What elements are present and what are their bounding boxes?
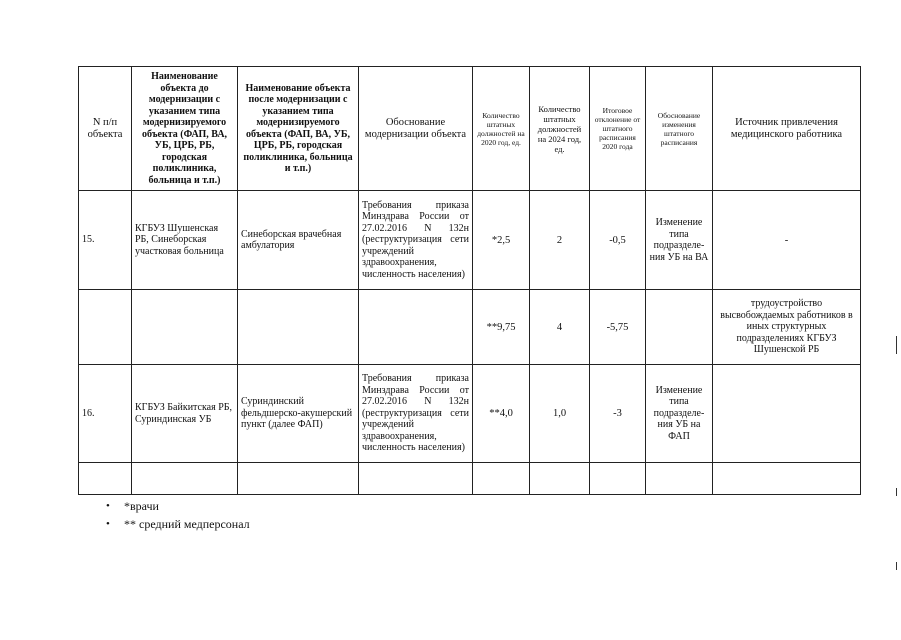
object-before bbox=[132, 290, 238, 365]
footnote-item bbox=[106, 515, 250, 533]
header-row bbox=[79, 67, 861, 191]
header-change-reason: Обоснование изменения штатного расписания bbox=[646, 67, 713, 191]
object-number: 16. bbox=[79, 365, 132, 463]
staffing-table bbox=[78, 66, 861, 495]
object-after: Суриндинский фельдшерско-акушерский пункт (далее ФАП) bbox=[238, 365, 359, 463]
header-staff-2020: Количество штатных должностей на 2020 год, ед. bbox=[473, 67, 530, 191]
empty-cell bbox=[79, 463, 132, 495]
empty-cell bbox=[359, 463, 473, 495]
table-row bbox=[79, 290, 861, 365]
scan-edge-mark bbox=[896, 336, 897, 354]
staff-2024: 4 bbox=[530, 290, 590, 365]
footnote-item bbox=[106, 497, 250, 515]
staff-2020: **4,0 bbox=[473, 365, 530, 463]
header-worker-source: Источник привлечения медицинского работника bbox=[713, 67, 861, 191]
scan-edge-mark bbox=[896, 488, 897, 496]
scan-edge-mark bbox=[896, 562, 897, 570]
header-staff-2024: Количество штатных должностей на 2024 год, ед. bbox=[530, 67, 590, 191]
header-object-before: Наименование объекта до модернизации с указанием типа модернизируемого объекта (ФАП, ВА, УБ, ЦРБ, РБ, городская поликлиника, больница и т.п.) bbox=[132, 67, 238, 191]
staff-2024: 1,0 bbox=[530, 365, 590, 463]
change-reason bbox=[646, 290, 713, 365]
change-reason: Изменение типа подразделе-ния УБ на ВА bbox=[646, 191, 713, 290]
header-deviation: Итоговое отклонение от штатного расписания 2020 года bbox=[590, 67, 646, 191]
empty-cell bbox=[646, 463, 713, 495]
empty-cell bbox=[473, 463, 530, 495]
footnote-text: *врачи bbox=[124, 499, 159, 513]
empty-cell bbox=[132, 463, 238, 495]
empty-cell bbox=[713, 463, 861, 495]
worker-source bbox=[713, 365, 861, 463]
header-object-number: N п/п объекта bbox=[79, 67, 132, 191]
object-after bbox=[238, 290, 359, 365]
object-after: Синеборская врачебная амбулатория bbox=[238, 191, 359, 290]
empty-cell bbox=[530, 463, 590, 495]
worker-source: трудоустройство высвобождаемых работников в иных структурных подразделениях КГБУЗ Шушенской РБ bbox=[713, 290, 861, 365]
worker-source: - bbox=[713, 191, 861, 290]
table-row bbox=[79, 365, 861, 463]
modernization-reason bbox=[359, 290, 473, 365]
object-number bbox=[79, 290, 132, 365]
footnote-text: ** средний медперсонал bbox=[124, 517, 250, 531]
modernization-reason: Требования приказа Минздрава России от 27.02.2016 N 132н (реструктуризация сети учреждений здравоохранения, численность населения) bbox=[359, 365, 473, 463]
header-object-after: Наименование объекта после модернизации с указанием типа модернизируемого объекта (ФАП, ВА, УБ, ЦРБ, РБ, городская поликлиника, больница и т.п.) bbox=[238, 67, 359, 191]
empty-cell bbox=[238, 463, 359, 495]
empty-cell bbox=[590, 463, 646, 495]
table-row bbox=[79, 191, 861, 290]
object-before: КГБУЗ Байкитская РБ, Суриндинская УБ bbox=[132, 365, 238, 463]
footnotes bbox=[106, 497, 250, 533]
object-before: КГБУЗ Шушенская РБ, Синеборская участковая больница bbox=[132, 191, 238, 290]
object-number: 15. bbox=[79, 191, 132, 290]
change-reason: Изменение типа подразделе-ния УБ на ФАП bbox=[646, 365, 713, 463]
deviation: -5,75 bbox=[590, 290, 646, 365]
deviation: -3 bbox=[590, 365, 646, 463]
staff-2020: **9,75 bbox=[473, 290, 530, 365]
staff-2024: 2 bbox=[530, 191, 590, 290]
header-modernization-reason: Обоснование модернизации объекта bbox=[359, 67, 473, 191]
table-row-empty bbox=[79, 463, 861, 495]
staff-2020: *2,5 bbox=[473, 191, 530, 290]
modernization-reason: Требования приказа Минздрава России от 27.02.2016 N 132н (реструктуризация сети учреждений здравоохранения, численность населения) bbox=[359, 191, 473, 290]
deviation: -0,5 bbox=[590, 191, 646, 290]
bullet-icon: • bbox=[106, 518, 110, 530]
bullet-icon: • bbox=[106, 500, 110, 512]
